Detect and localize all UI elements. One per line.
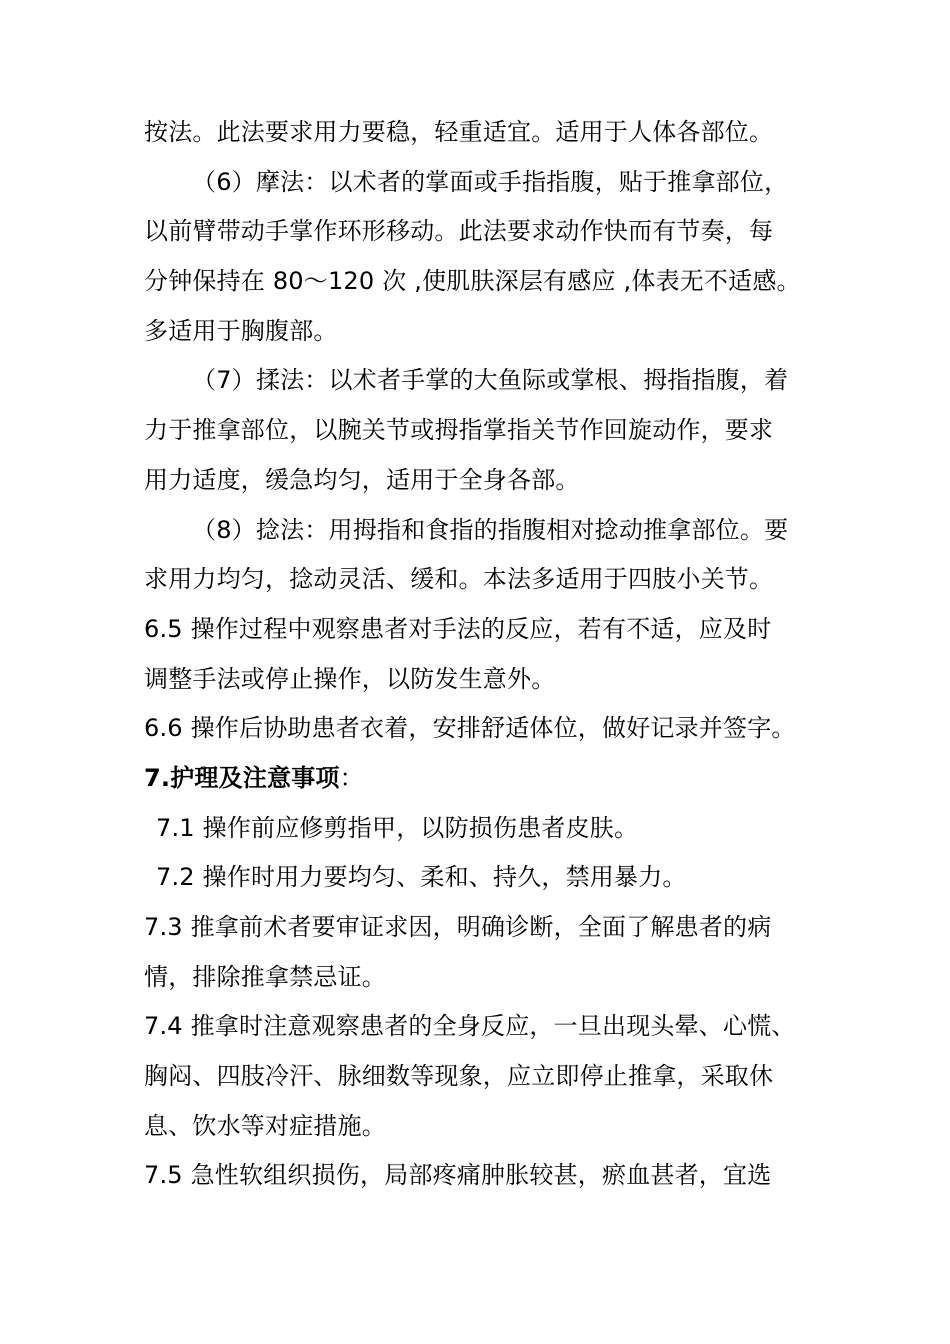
section-heading-colon: ： (339, 763, 364, 792)
paragraph-line: 多适用于胸腹部。 (144, 316, 338, 345)
paragraph-line: （7）揉法：以术者手掌的大鱼际或掌根、拇指指腹，着 (192, 366, 789, 395)
paragraph-line: （8）捻法：用拇指和食指的指腹相对捻动推拿部位。要 (192, 515, 789, 544)
paragraph-line: 7.2 操作时用力要均匀、柔和、持久，禁用暴力。 (156, 863, 687, 892)
paragraph-line: 7.3 推拿前术者要审证求因，明确诊断，全面了解患者的病 (144, 913, 772, 941)
paragraph-line: 6.5 操作过程中观察患者对手法的反应，若有不适，应及时 (144, 614, 772, 643)
paragraph-line: 息、饮水等对症措施。 (144, 1111, 386, 1140)
section-heading-title: 7.护理及注意事项 (144, 763, 340, 792)
paragraph-line: 求用力均匀，捻动灵活、缓和。本法多适用于四肢小关节。 (144, 565, 774, 594)
paragraph-line: 力于推拿部位，以腕关节或拇指掌指关节作回旋动作，要求 (144, 416, 774, 445)
paragraph-line: 7.5 急性软组织损伤，局部疼痛肿胀较甚，瘀血甚者，宜选 (144, 1161, 772, 1190)
paragraph-line: 6.6 操作后协助患者衣着，安排舒适体位，做好记录并签字。 (144, 714, 796, 743)
paragraph-line: 用力适度，缓急均匀，适用于全身各部。 (144, 465, 580, 494)
paragraph-line: 胸闷、四肢冷汗、脉细数等现象，应立即停止推拿，采取休 (144, 1062, 774, 1091)
document-body (144, 108, 810, 1201)
paragraph-line: 7.1 操作前应修剪指甲，以防损伤患者皮肤。 (156, 813, 639, 842)
section-heading (144, 754, 810, 804)
paragraph-line: 7.4 推拿时注意观察患者的全身反应，一旦出现头晕、心慌、 (144, 1012, 796, 1041)
paragraph-line: 按法。此法要求用力要稳，轻重适宜。适用于人体各部位。 (144, 118, 774, 146)
paragraph-line: 分钟保持在 80～120 次 ,使肌肤深层有感应 ,体表无不适感。 (144, 267, 801, 296)
paragraph-line: 调整手法或停止操作，以防发生意外。 (144, 664, 556, 693)
paragraph-line: 情，排除推拿禁忌证。 (144, 962, 386, 991)
paragraph-line: （6）摩法：以术者的掌面或手指指腹，贴于推拿部位， (192, 167, 789, 196)
paragraph-line: 以前臂带动手掌作环形移动。此法要求动作快而有节奏，每 (144, 217, 774, 246)
